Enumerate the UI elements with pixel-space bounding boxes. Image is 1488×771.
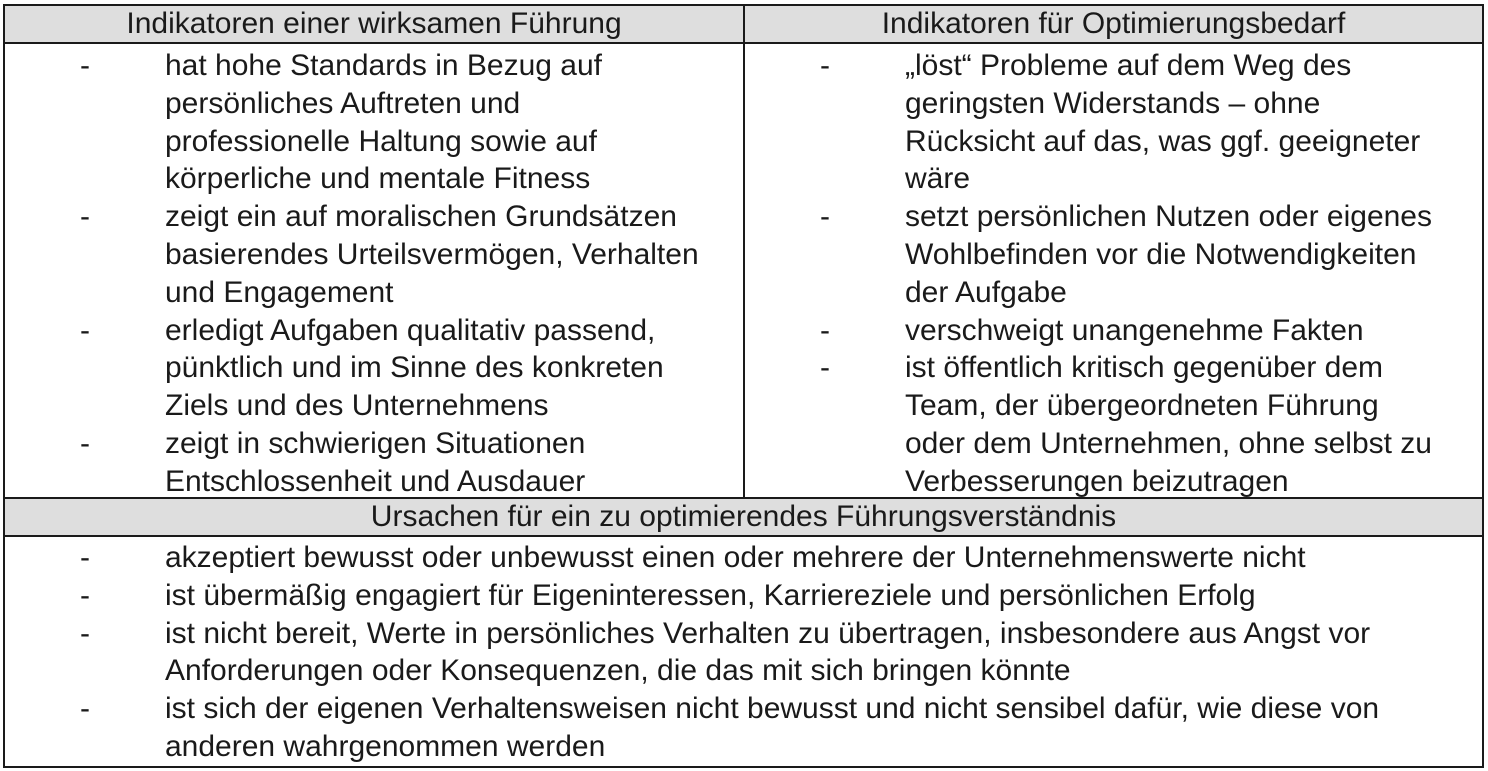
list-item xyxy=(5,47,743,198)
indicators-row xyxy=(5,44,1482,499)
leadership-indicators-table xyxy=(3,4,1484,768)
list-item-text: erledigt Aufgaben qualitativ passend, pünktlich und im Sinne des konkreten Ziels und des Unternehmens xyxy=(165,313,664,423)
bullet-dash: - xyxy=(80,616,90,650)
effective-leadership-list xyxy=(5,47,743,501)
list-item-text: verschweigt unangenehme Fakten xyxy=(905,313,1364,347)
causes-header: Ursachen für ein zu optimierendes Führungsverständnis xyxy=(5,499,1482,537)
list-item-text: ist übermäßig engagiert für Eigeninteressen, Karriereziele und persönlichen Erfolg xyxy=(165,578,1256,612)
header-optimization-need: Indikatoren für Optimierungsbedarf xyxy=(881,7,1346,40)
list-item-text: hat hohe Standards in Bezug auf persönliches Auftreten und professionelle Haltung sowie auf körperliche und mentale Fitness xyxy=(165,49,602,196)
list-item xyxy=(745,198,1482,311)
bullet-dash: - xyxy=(820,351,830,385)
list-item xyxy=(5,198,743,311)
bullet-dash: - xyxy=(80,313,90,347)
list-item-text: ist öffentlich kritisch gegenüber dem Team, der übergeordneten Führung oder dem Unternehmen, ohne selbst zu Verbesserungen beizutragen xyxy=(905,351,1432,498)
bullet-dash: - xyxy=(80,49,90,82)
list-item-text: zeigt ein auf moralischen Grundsätzen basierendes Urteilsvermögen, Verhalten und Engagement xyxy=(165,200,699,309)
list-item xyxy=(5,577,1482,615)
optimization-need-cell xyxy=(745,44,1482,497)
list-item-text: ist nicht bereit, Werte in persönliches Verhalten zu übertragen, insbesondere aus Angst vor Anforderungen oder Konsequenzen, die das mit sich bringen könnte xyxy=(165,616,1371,688)
list-item xyxy=(5,539,1482,577)
optimization-need-list xyxy=(745,47,1482,501)
bullet-dash: - xyxy=(80,692,90,726)
list-item xyxy=(5,615,1482,691)
list-item xyxy=(745,312,1482,350)
list-item xyxy=(745,349,1482,500)
list-item xyxy=(5,312,743,425)
list-item xyxy=(5,690,1482,766)
list-item-text: setzt persönlichen Nutzen oder eigenes Wohlbefinden vor die Notwendigkeiten der Aufgabe xyxy=(905,200,1432,309)
bullet-dash: - xyxy=(80,200,90,234)
list-item xyxy=(5,425,743,501)
list-item-text: „löst“ Probleme auf dem Weg des geringsten Widerstands – ohne Rücksicht auf das, was ggf. geeigneter wäre xyxy=(905,49,1421,196)
bullet-dash: - xyxy=(80,541,90,574)
bullet-dash: - xyxy=(820,200,830,234)
bullet-dash: - xyxy=(80,578,90,612)
list-item-text: ist sich der eigenen Verhaltensweisen nicht bewusst und nicht sensibel dafür, wie diese von anderen wahrgenommen werden xyxy=(165,692,1380,763)
table-header-row xyxy=(5,6,1482,44)
list-item-text: akzeptiert bewusst oder unbewusst einen oder mehrere der Unternehmenswerte nicht xyxy=(165,541,1306,574)
list-item xyxy=(745,47,1482,198)
bullet-dash: - xyxy=(820,313,830,347)
bullet-dash: - xyxy=(80,426,90,460)
effective-leadership-cell xyxy=(5,44,745,497)
bullet-dash: - xyxy=(820,49,830,82)
header-effective-leadership: Indikatoren einer wirksamen Führung xyxy=(5,6,745,42)
causes-cell xyxy=(5,537,1482,766)
causes-list xyxy=(5,539,1482,766)
list-item-text: zeigt in schwierigen Situationen Entschlossenheit und Ausdauer xyxy=(165,426,586,498)
